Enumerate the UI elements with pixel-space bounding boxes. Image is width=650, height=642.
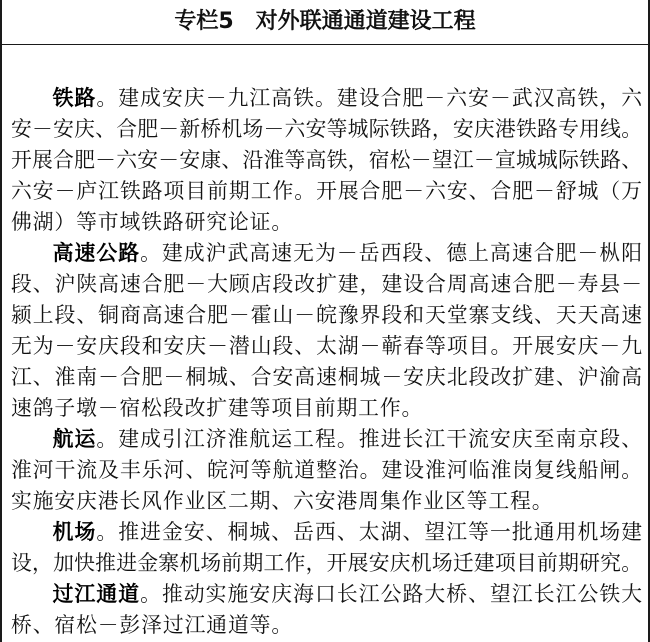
text-segment: 。建成安庆－九江高铁。建设合肥－六安－武汉高铁，六 xyxy=(96,86,642,110)
section-heading: 铁路 xyxy=(52,86,97,110)
section-heading: 航运 xyxy=(52,427,97,451)
section-first-line xyxy=(11,238,642,269)
section-heading: 机场 xyxy=(52,520,97,544)
section-river-crossing xyxy=(11,579,642,641)
text-line: 设，加快推进金寨机场前期工作，开展安庆机场迁建项目前期研究。 xyxy=(11,551,642,575)
text-line: 开展合肥－六安－安康、沿淮等高铁，宿松－望江－宣城城际铁路、 xyxy=(11,148,642,172)
text-line: 段、沪陕高速合肥－大顾店段改扩建，建设合周高速合肥－寿县－ xyxy=(11,272,642,296)
text-segment: 。建成引江济淮航运工程。推进长江干流安庆至南京段、 xyxy=(96,427,642,451)
section-first-line xyxy=(11,517,642,548)
text-line: 淮河干流及丰乐河、皖河等航道整治。建设淮河临淮岗复线船闸。 xyxy=(11,458,642,482)
section-waterway xyxy=(11,424,642,517)
text-line: 佛湖）等市域铁路研究论证。 xyxy=(11,210,294,234)
text-line: 无为－安庆段和安庆－潜山段、太湖－蕲春等项目。开展安庆－九 xyxy=(11,334,642,358)
section-first-line xyxy=(11,579,642,610)
section-expressway xyxy=(11,238,642,424)
section-railway xyxy=(11,83,642,238)
section-first-line xyxy=(11,424,642,455)
text-line: 六安－庐江铁路项目前期工作。开展合肥－六安、合肥－舒城（万 xyxy=(11,179,642,203)
section-heading: 过江通道 xyxy=(52,582,141,606)
section-heading: 高速公路 xyxy=(52,241,141,265)
box-title: 对外联通通道建设工程 xyxy=(255,9,476,34)
text-line: 江、淮南－合肥－桐城、合安高速桐城－安庆北段改扩建、沪渝高 xyxy=(11,365,642,389)
section-first-line xyxy=(11,83,642,114)
box-header xyxy=(2,0,648,45)
column-label: 专栏5 xyxy=(174,9,234,34)
text-line: 安－安庆、合肥－新桥机场－六安等城际铁路，安庆港铁路专用线。 xyxy=(11,117,642,141)
text-line: 速鸽子墩－宿松段改扩建等项目前期工作。 xyxy=(11,396,424,420)
text-segment: 。推进金安、桐城、岳西、太湖、望江等一批通用机场建 xyxy=(96,520,642,544)
box-body xyxy=(2,45,648,641)
text-segment: 。推动实施安庆海口长江公路大桥、望江长江公铁大 xyxy=(140,582,642,606)
text-segment: 。建成沪武高速无为－岳西段、德上高速合肥－枞阳 xyxy=(140,241,642,265)
section-airport xyxy=(11,517,642,579)
text-line: 实施安庆港长风作业区二期、六安港周集作业区等工程。 xyxy=(11,489,554,513)
text-line: 桥、宿松－彭泽过江通道等。 xyxy=(11,613,294,637)
text-line: 颍上段、铜商高速合肥－霍山－皖豫界段和天堂寨支线、天天高速 xyxy=(11,303,642,327)
